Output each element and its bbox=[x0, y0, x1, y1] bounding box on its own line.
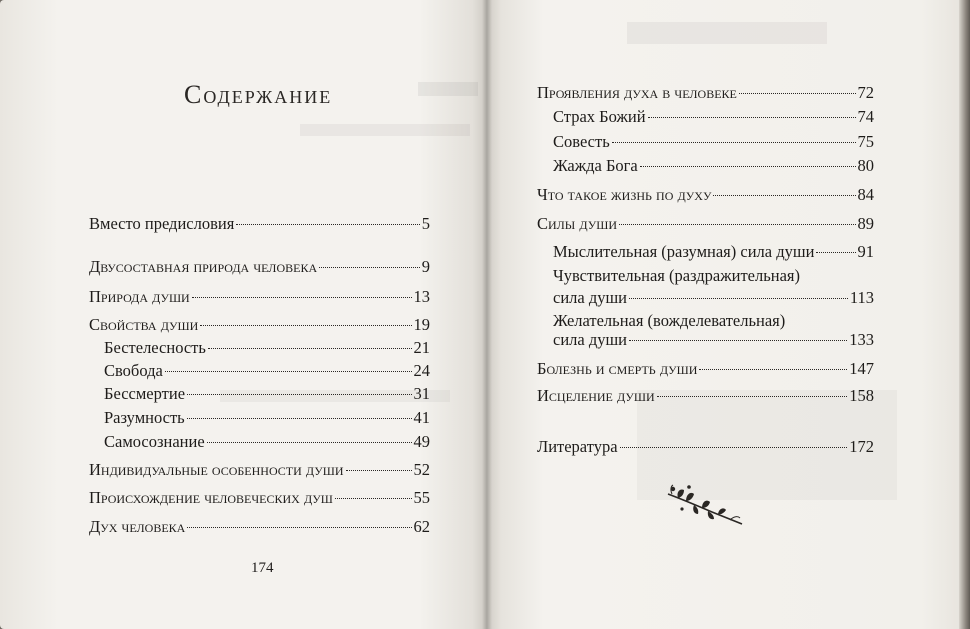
toc-entry-label: Природа души bbox=[89, 287, 190, 306]
toc-subentry bbox=[104, 408, 430, 428]
dot-leader bbox=[620, 447, 848, 448]
dot-leader bbox=[640, 166, 856, 167]
toc-subentry bbox=[104, 384, 430, 404]
toc-subentry bbox=[104, 338, 430, 358]
dot-leader bbox=[187, 394, 411, 395]
toc-entry-label: Что такое жизнь по духу bbox=[537, 185, 712, 204]
toc-entry-page: 172 bbox=[849, 437, 874, 456]
dot-leader bbox=[335, 498, 412, 499]
toc-entry bbox=[537, 185, 874, 205]
toc-entry-page: 80 bbox=[857, 156, 874, 175]
toc-entry bbox=[89, 315, 430, 335]
dot-leader bbox=[648, 117, 856, 118]
toc-subentry bbox=[553, 330, 874, 350]
toc-entry-label: Самосознание bbox=[104, 432, 205, 451]
toc-entry bbox=[89, 488, 430, 508]
dot-leader bbox=[657, 396, 848, 397]
toc-entry-page: 113 bbox=[849, 288, 874, 307]
dot-leader bbox=[816, 252, 855, 253]
toc-entry-label: Совесть bbox=[553, 132, 610, 151]
dot-leader bbox=[319, 267, 420, 268]
toc-entry-page: 41 bbox=[413, 408, 430, 427]
toc-subentry bbox=[104, 361, 430, 381]
toc-entry-page: 84 bbox=[857, 185, 874, 204]
toc-subentry bbox=[553, 107, 874, 127]
toc-entry-label: Литература bbox=[537, 437, 618, 456]
toc-entry-label: Дух человека bbox=[89, 517, 186, 536]
dot-leader bbox=[236, 224, 419, 225]
toc-subentry bbox=[553, 242, 874, 262]
toc-entry-page: 72 bbox=[857, 83, 874, 102]
toc-entry-page: 55 bbox=[413, 488, 430, 507]
toc-subentry bbox=[553, 156, 874, 176]
toc-entry bbox=[89, 214, 430, 234]
toc-entry-label: Двусоставная природа человека bbox=[89, 257, 318, 276]
toc-entry bbox=[89, 287, 430, 307]
dot-leader bbox=[187, 418, 412, 419]
toc-entry-label: Происхождение человеческих душ bbox=[89, 488, 333, 507]
toc-entry-page: 9 bbox=[421, 257, 430, 276]
dot-leader bbox=[200, 325, 411, 326]
toc-entry-page: 133 bbox=[849, 330, 874, 349]
toc-entry-page: 49 bbox=[413, 432, 430, 451]
toc-entry-label: Бестелесность bbox=[104, 338, 206, 357]
toc-entry-page: 24 bbox=[413, 361, 430, 380]
toc-entry bbox=[537, 386, 874, 406]
page-edge bbox=[959, 0, 970, 629]
dot-leader bbox=[699, 369, 847, 370]
toc-entry-label: Индивидуальные особенности души bbox=[89, 460, 344, 479]
toc-entry-page: 91 bbox=[857, 242, 874, 261]
dot-leader bbox=[619, 224, 856, 225]
toc-entry-label: Бессмертие bbox=[104, 384, 186, 403]
toc-entry bbox=[89, 460, 430, 480]
dot-leader bbox=[187, 527, 411, 528]
dot-leader bbox=[629, 298, 848, 299]
dot-leader bbox=[346, 470, 412, 471]
toc-entry-label-continued: сила души bbox=[553, 330, 628, 349]
toc-entry-label: Желательная (вожделевательная) bbox=[553, 311, 786, 330]
toc-entry-page: 52 bbox=[413, 460, 430, 479]
toc-entry-page: 158 bbox=[849, 386, 874, 405]
toc-subentry bbox=[104, 432, 430, 452]
toc-subentry bbox=[553, 132, 874, 152]
dot-leader bbox=[207, 442, 412, 443]
dot-leader bbox=[208, 348, 412, 349]
toc-entry-page: 147 bbox=[849, 359, 874, 378]
toc-entry-label: Свойства души bbox=[89, 315, 199, 334]
toc-entry bbox=[89, 517, 430, 537]
dot-leader bbox=[713, 195, 855, 196]
floral-sprig-icon bbox=[664, 482, 746, 533]
toc-entry-page: 74 bbox=[857, 107, 874, 126]
toc-entry-label: Исцеление души bbox=[537, 386, 655, 405]
toc-entry-page: 21 bbox=[413, 338, 430, 357]
dot-leader bbox=[165, 371, 412, 372]
toc-entry-label: Мыслительная (разумная) сила души bbox=[553, 242, 815, 261]
toc-entry-page: 89 bbox=[857, 214, 874, 233]
toc-entry-label: Болезнь и смерть души bbox=[537, 359, 698, 378]
dot-leader bbox=[739, 93, 856, 94]
toc-entry-page: 31 bbox=[413, 384, 430, 403]
toc-entry-label-continued: сила души bbox=[553, 288, 628, 307]
toc-entry-label: Свобода bbox=[104, 361, 163, 380]
dot-leader bbox=[629, 340, 847, 341]
page-number: 174 bbox=[251, 560, 274, 576]
toc-entry-label: Страх Божий bbox=[553, 107, 646, 126]
toc-entry-label: Разумность bbox=[104, 408, 185, 427]
page-title: Содержание bbox=[184, 80, 333, 109]
toc-entry bbox=[537, 214, 874, 234]
toc-subentry bbox=[553, 288, 874, 308]
book-gutter bbox=[482, 0, 492, 629]
toc-entry-page: 5 bbox=[421, 214, 430, 233]
toc-entry-page: 62 bbox=[413, 517, 430, 536]
toc-entry-label: Вместо предисловия bbox=[89, 214, 235, 233]
toc-entry-page: 13 bbox=[413, 287, 430, 306]
toc-entry-label: Жажда Бога bbox=[553, 156, 638, 175]
dot-leader bbox=[192, 297, 412, 298]
toc-entry bbox=[89, 257, 430, 277]
dot-leader bbox=[612, 142, 856, 143]
toc-entry-label: Проявления духа в человеке bbox=[537, 83, 737, 102]
toc-entry bbox=[537, 83, 874, 103]
toc-entry-label: Чувствительная (раздражительная) bbox=[553, 266, 801, 285]
toc-entry-page: 75 bbox=[857, 132, 874, 151]
toc-entry-page: 19 bbox=[413, 315, 430, 334]
toc-entry bbox=[537, 437, 874, 457]
toc-entry-label: Силы души bbox=[537, 214, 617, 233]
toc-entry bbox=[537, 359, 874, 379]
